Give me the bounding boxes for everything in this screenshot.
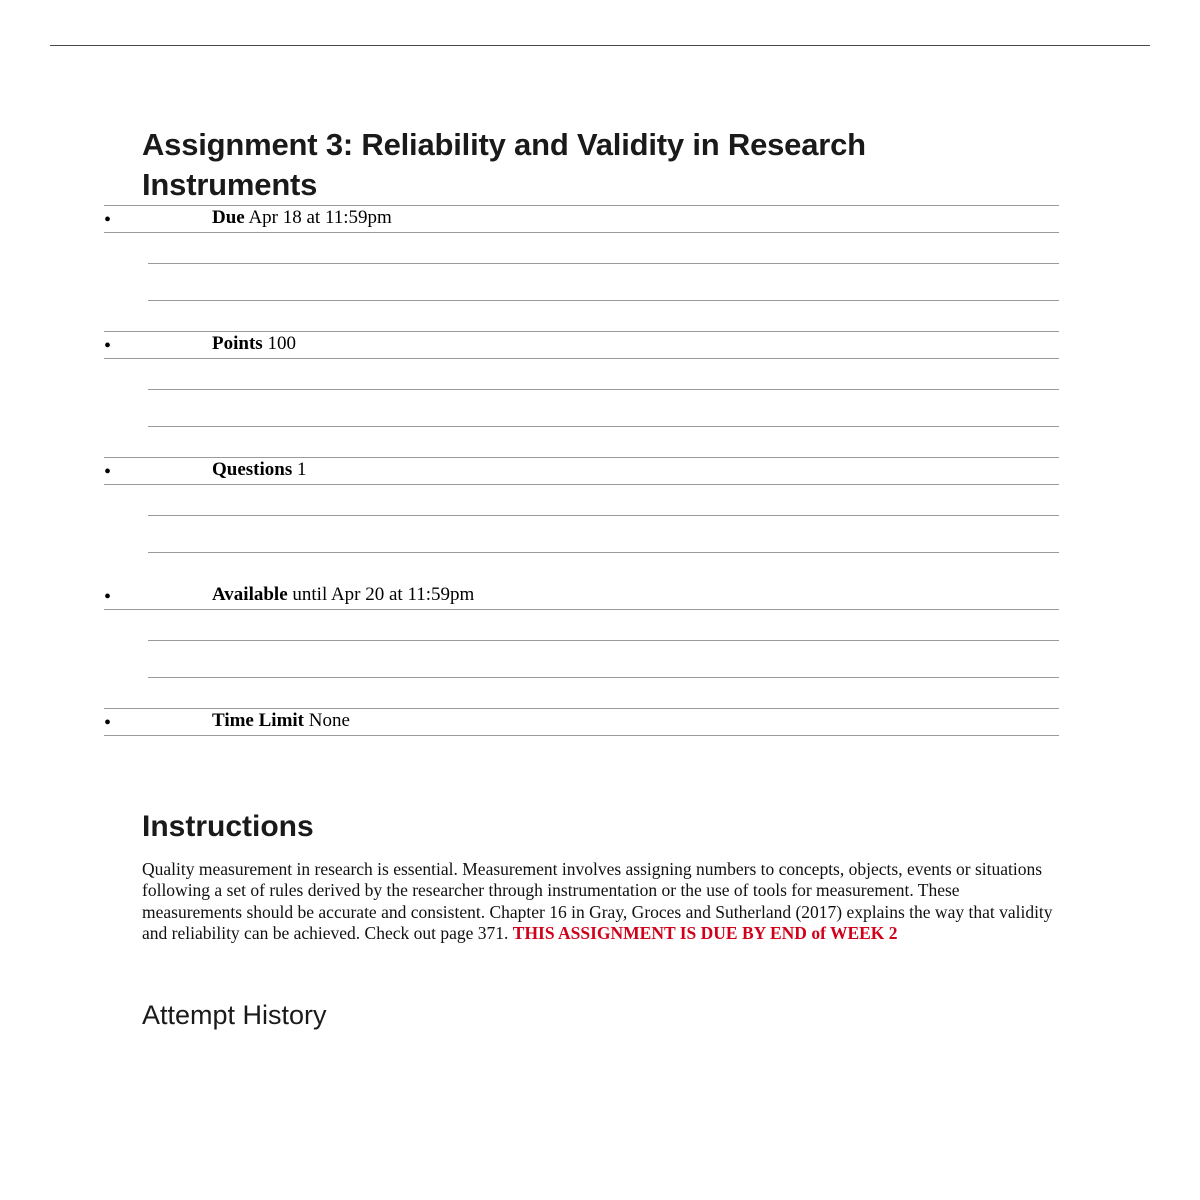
meta-row-due [104,206,1059,232]
meta-text-questions [212,458,307,482]
meta-label-time-limit: Time Limit [212,710,305,731]
meta-block-due [104,205,1059,331]
meta-block-available [104,583,1059,708]
instructions-heading: Instructions [142,809,314,843]
instructions-emphasis-text: THIS ASSIGNMENT IS DUE BY END of WEEK 2 [512,923,898,943]
meta-value-questions: 1 [297,459,307,480]
meta-row-time-limit [104,709,1059,735]
page-title: Assignment 3: Reliability and Validity in Research Instruments [142,126,866,202]
meta-label-questions: Questions [212,459,293,480]
meta-label-due: Due [212,207,245,228]
meta-row-available [104,583,1059,609]
meta-label-available: Available [212,584,288,605]
bullet-icon: • [104,209,112,231]
meta-text-due [212,206,392,230]
assignment-meta-list [104,205,1059,736]
meta-value-points: 100 [267,333,296,354]
bullet-icon: • [104,586,112,608]
bullet-icon: • [104,335,112,357]
instructions-paragraph [142,859,1060,945]
meta-row-questions [104,458,1059,484]
divider [104,735,1059,736]
meta-value-time-limit: None [308,710,350,731]
bullet-icon: • [104,712,112,734]
attempt-history-heading: Attempt History [142,1000,327,1031]
meta-value-available: until Apr 20 at 11:59pm [292,584,475,605]
instructions-body-text: Quality measurement in research is essential. Measurement involves assigning numbers to concepts, objects, events or situations following a set of rules derived by the researcher through instrumentation or the use of tools for measurement. These measurements should be accurate and consistent. Chapter 16 in Gray, Groces and Sutherland (2017) explains the way that validity and reliability can be achieved. Check out page 371. [142,858,1053,943]
meta-block-questions [104,457,1059,583]
page-top-divider [50,45,1150,46]
meta-text-time-limit [212,709,350,733]
meta-text-available [212,583,474,607]
meta-label-points: Points [212,333,263,354]
bullet-icon: • [104,461,112,483]
meta-block-points [104,331,1059,457]
meta-block-time-limit [104,708,1059,736]
meta-row-points [104,332,1059,358]
meta-text-points [212,332,296,356]
meta-value-due: Apr 18 at 11:59pm [248,207,392,228]
